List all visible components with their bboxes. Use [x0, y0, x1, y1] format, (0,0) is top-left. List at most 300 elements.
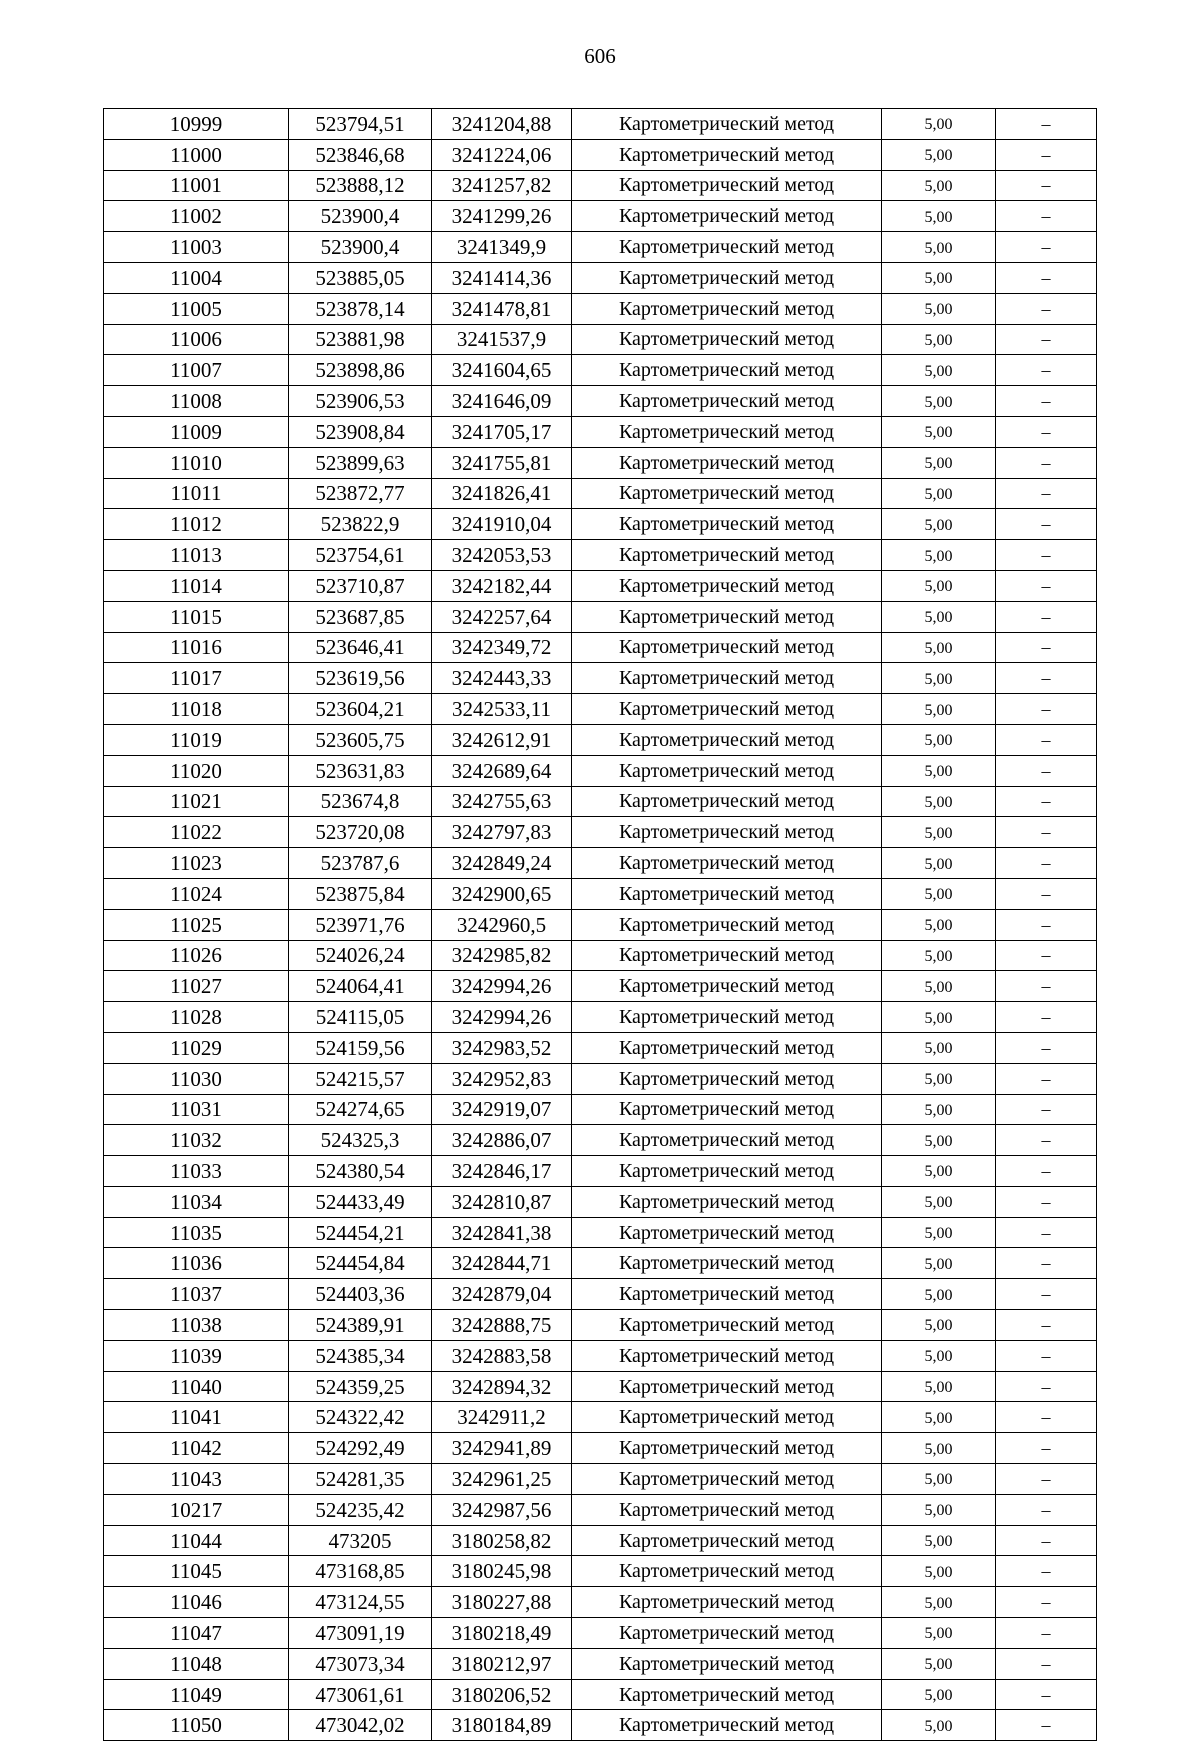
x-coordinate-cell: 523794,51 [289, 109, 432, 140]
method-cell: Картометрический метод [572, 478, 882, 509]
table-row [104, 909, 1097, 940]
accuracy-cell: 5,00 [882, 1618, 996, 1649]
y-coordinate-cell: 3242994,26 [432, 971, 572, 1002]
x-coordinate-cell: 524115,05 [289, 1002, 432, 1033]
x-coordinate-cell: 523878,14 [289, 293, 432, 324]
method-cell: Картометрический метод [572, 848, 882, 879]
point-number-cell: 11048 [104, 1648, 289, 1679]
y-coordinate-cell: 3241204,88 [432, 109, 572, 140]
y-coordinate-cell: 3241257,82 [432, 170, 572, 201]
method-cell: Картометрический метод [572, 1340, 882, 1371]
y-coordinate-cell: 3242755,63 [432, 786, 572, 817]
point-number-cell: 11007 [104, 355, 289, 386]
y-coordinate-cell: 3242053,53 [432, 540, 572, 571]
note-cell: – [996, 386, 1097, 417]
note-cell: – [996, 1525, 1097, 1556]
table-row [104, 940, 1097, 971]
point-number-cell: 11044 [104, 1525, 289, 1556]
note-cell: – [996, 262, 1097, 293]
method-cell: Картометрический метод [572, 724, 882, 755]
y-coordinate-cell: 3242994,26 [432, 1002, 572, 1033]
point-number-cell: 11008 [104, 386, 289, 417]
method-cell: Картометрический метод [572, 1679, 882, 1710]
accuracy-cell: 5,00 [882, 694, 996, 725]
method-cell: Картометрический метод [572, 1402, 882, 1433]
note-cell: – [996, 694, 1097, 725]
accuracy-cell: 5,00 [882, 1679, 996, 1710]
note-cell: – [996, 1494, 1097, 1525]
page-number: 606 [584, 44, 616, 68]
accuracy-cell: 5,00 [882, 1710, 996, 1741]
note-cell: – [996, 878, 1097, 909]
note-cell: – [996, 540, 1097, 571]
point-number-cell: 11004 [104, 262, 289, 293]
y-coordinate-cell: 3242443,33 [432, 663, 572, 694]
point-number-cell: 11003 [104, 232, 289, 263]
x-coordinate-cell: 523646,41 [289, 632, 432, 663]
x-coordinate-cell: 473073,34 [289, 1648, 432, 1679]
note-cell: – [996, 1402, 1097, 1433]
x-coordinate-cell: 524389,91 [289, 1310, 432, 1341]
x-coordinate-cell: 523906,53 [289, 386, 432, 417]
note-cell: – [996, 170, 1097, 201]
point-number-cell: 11022 [104, 817, 289, 848]
y-coordinate-cell: 3242797,83 [432, 817, 572, 848]
x-coordinate-cell: 523898,86 [289, 355, 432, 386]
accuracy-cell: 5,00 [882, 1433, 996, 1464]
note-cell: – [996, 1556, 1097, 1587]
point-number-cell: 11024 [104, 878, 289, 909]
point-number-cell: 11045 [104, 1556, 289, 1587]
y-coordinate-cell: 3180245,98 [432, 1556, 572, 1587]
x-coordinate-cell: 524274,65 [289, 1094, 432, 1125]
y-coordinate-cell: 3242987,56 [432, 1494, 572, 1525]
table-row [104, 1618, 1097, 1649]
table-row [104, 232, 1097, 263]
method-cell: Картометрический метод [572, 878, 882, 909]
table-row [104, 416, 1097, 447]
method-cell: Картометрический метод [572, 909, 882, 940]
method-cell: Картометрический метод [572, 1217, 882, 1248]
method-cell: Картометрический метод [572, 1310, 882, 1341]
method-cell: Картометрический метод [572, 1587, 882, 1618]
note-cell: – [996, 1618, 1097, 1649]
accuracy-cell: 5,00 [882, 940, 996, 971]
accuracy-cell: 5,00 [882, 1156, 996, 1187]
method-cell: Картометрический метод [572, 1710, 882, 1741]
accuracy-cell: 5,00 [882, 109, 996, 140]
note-cell: – [996, 1002, 1097, 1033]
note-cell: – [996, 786, 1097, 817]
accuracy-cell: 5,00 [882, 201, 996, 232]
accuracy-cell: 5,00 [882, 1310, 996, 1341]
x-coordinate-cell: 524454,84 [289, 1248, 432, 1279]
note-cell: – [996, 663, 1097, 694]
method-cell: Картометрический метод [572, 262, 882, 293]
note-cell: – [996, 1063, 1097, 1094]
note-cell: – [996, 447, 1097, 478]
y-coordinate-cell: 3180206,52 [432, 1679, 572, 1710]
method-cell: Картометрический метод [572, 1618, 882, 1649]
accuracy-cell: 5,00 [882, 848, 996, 879]
point-number-cell: 11046 [104, 1587, 289, 1618]
note-cell: – [996, 909, 1097, 940]
point-number-cell: 11013 [104, 540, 289, 571]
note-cell: – [996, 570, 1097, 601]
accuracy-cell: 5,00 [882, 724, 996, 755]
x-coordinate-cell: 524359,25 [289, 1371, 432, 1402]
x-coordinate-cell: 473091,19 [289, 1618, 432, 1649]
method-cell: Картометрический метод [572, 694, 882, 725]
note-cell: – [996, 1648, 1097, 1679]
accuracy-cell: 5,00 [882, 1587, 996, 1618]
method-cell: Картометрический метод [572, 786, 882, 817]
y-coordinate-cell: 3241349,9 [432, 232, 572, 263]
point-number-cell: 11012 [104, 509, 289, 540]
x-coordinate-cell: 524325,3 [289, 1125, 432, 1156]
accuracy-cell: 5,00 [882, 971, 996, 1002]
point-number-cell: 11020 [104, 755, 289, 786]
point-number-cell: 11040 [104, 1371, 289, 1402]
y-coordinate-cell: 3242841,38 [432, 1217, 572, 1248]
y-coordinate-cell: 3241478,81 [432, 293, 572, 324]
x-coordinate-cell: 524026,24 [289, 940, 432, 971]
accuracy-cell: 5,00 [882, 1063, 996, 1094]
note-cell: – [996, 1464, 1097, 1495]
x-coordinate-cell: 523604,21 [289, 694, 432, 725]
y-coordinate-cell: 3242888,75 [432, 1310, 572, 1341]
accuracy-cell: 5,00 [882, 1464, 996, 1495]
table-row [104, 1217, 1097, 1248]
point-number-cell: 11014 [104, 570, 289, 601]
note-cell: – [996, 201, 1097, 232]
accuracy-cell: 5,00 [882, 1494, 996, 1525]
point-number-cell: 11049 [104, 1679, 289, 1710]
accuracy-cell: 5,00 [882, 355, 996, 386]
accuracy-cell: 5,00 [882, 1217, 996, 1248]
method-cell: Картометрический метод [572, 1032, 882, 1063]
method-cell: Картометрический метод [572, 663, 882, 694]
x-coordinate-cell: 473124,55 [289, 1587, 432, 1618]
method-cell: Картометрический метод [572, 1494, 882, 1525]
point-number-cell: 11043 [104, 1464, 289, 1495]
y-coordinate-cell: 3242983,52 [432, 1032, 572, 1063]
note-cell: – [996, 1679, 1097, 1710]
note-cell: – [996, 848, 1097, 879]
table-row [104, 170, 1097, 201]
accuracy-cell: 5,00 [882, 324, 996, 355]
accuracy-cell: 5,00 [882, 170, 996, 201]
note-cell: – [996, 1587, 1097, 1618]
table-row [104, 386, 1097, 417]
method-cell: Картометрический метод [572, 447, 882, 478]
method-cell: Картометрический метод [572, 1279, 882, 1310]
x-coordinate-cell: 523787,6 [289, 848, 432, 879]
table-row [104, 1433, 1097, 1464]
table-row [104, 1063, 1097, 1094]
y-coordinate-cell: 3242846,17 [432, 1156, 572, 1187]
x-coordinate-cell: 524159,56 [289, 1032, 432, 1063]
point-number-cell: 11018 [104, 694, 289, 725]
y-coordinate-cell: 3242257,64 [432, 601, 572, 632]
y-coordinate-cell: 3180227,88 [432, 1587, 572, 1618]
y-coordinate-cell: 3242985,82 [432, 940, 572, 971]
x-coordinate-cell: 523822,9 [289, 509, 432, 540]
note-cell: – [996, 1217, 1097, 1248]
x-coordinate-cell: 523710,87 [289, 570, 432, 601]
method-cell: Картометрический метод [572, 1248, 882, 1279]
note-cell: – [996, 1310, 1097, 1341]
method-cell: Картометрический метод [572, 1648, 882, 1679]
table-row [104, 1156, 1097, 1187]
note-cell: – [996, 1125, 1097, 1156]
note-cell: – [996, 1279, 1097, 1310]
note-cell: – [996, 724, 1097, 755]
point-number-cell: 11002 [104, 201, 289, 232]
table-row [104, 447, 1097, 478]
x-coordinate-cell: 473061,61 [289, 1679, 432, 1710]
y-coordinate-cell: 3241537,9 [432, 324, 572, 355]
point-number-cell: 11023 [104, 848, 289, 879]
note-cell: – [996, 1340, 1097, 1371]
coordinates-table [103, 108, 1097, 1741]
table-row [104, 324, 1097, 355]
x-coordinate-cell: 523674,8 [289, 786, 432, 817]
y-coordinate-cell: 3241414,36 [432, 262, 572, 293]
accuracy-cell: 5,00 [882, 786, 996, 817]
table-row [104, 694, 1097, 725]
x-coordinate-cell: 524281,35 [289, 1464, 432, 1495]
method-cell: Картометрический метод [572, 540, 882, 571]
table-row [104, 570, 1097, 601]
y-coordinate-cell: 3180212,97 [432, 1648, 572, 1679]
y-coordinate-cell: 3242612,91 [432, 724, 572, 755]
point-number-cell: 11000 [104, 139, 289, 170]
method-cell: Картометрический метод [572, 109, 882, 140]
note-cell: – [996, 971, 1097, 1002]
method-cell: Картометрический метод [572, 293, 882, 324]
accuracy-cell: 5,00 [882, 139, 996, 170]
point-number-cell: 11015 [104, 601, 289, 632]
y-coordinate-cell: 3242883,58 [432, 1340, 572, 1371]
point-number-cell: 11025 [104, 909, 289, 940]
x-coordinate-cell: 523872,77 [289, 478, 432, 509]
point-number-cell: 11050 [104, 1710, 289, 1741]
y-coordinate-cell: 3180218,49 [432, 1618, 572, 1649]
method-cell: Картометрический метод [572, 1556, 882, 1587]
accuracy-cell: 5,00 [882, 540, 996, 571]
x-coordinate-cell: 523875,84 [289, 878, 432, 909]
note-cell: – [996, 355, 1097, 386]
table-row [104, 139, 1097, 170]
method-cell: Картометрический метод [572, 1371, 882, 1402]
y-coordinate-cell: 3241224,06 [432, 139, 572, 170]
method-cell: Картометрический метод [572, 971, 882, 1002]
accuracy-cell: 5,00 [882, 878, 996, 909]
table-row [104, 1186, 1097, 1217]
y-coordinate-cell: 3242844,71 [432, 1248, 572, 1279]
note-cell: – [996, 940, 1097, 971]
x-coordinate-cell: 523631,83 [289, 755, 432, 786]
y-coordinate-cell: 3242886,07 [432, 1125, 572, 1156]
method-cell: Картометрический метод [572, 1002, 882, 1033]
note-cell: – [996, 1433, 1097, 1464]
point-number-cell: 11009 [104, 416, 289, 447]
method-cell: Картометрический метод [572, 509, 882, 540]
method-cell: Картометрический метод [572, 1433, 882, 1464]
point-number-cell: 11041 [104, 1402, 289, 1433]
y-coordinate-cell: 3242182,44 [432, 570, 572, 601]
x-coordinate-cell: 523900,4 [289, 201, 432, 232]
method-cell: Картометрический метод [572, 817, 882, 848]
table-row [104, 724, 1097, 755]
note-cell: – [996, 416, 1097, 447]
x-coordinate-cell: 473205 [289, 1525, 432, 1556]
table-row [104, 1648, 1097, 1679]
table-row [104, 1679, 1097, 1710]
y-coordinate-cell: 3242533,11 [432, 694, 572, 725]
accuracy-cell: 5,00 [882, 1094, 996, 1125]
method-cell: Картометрический метод [572, 232, 882, 263]
method-cell: Картометрический метод [572, 1094, 882, 1125]
accuracy-cell: 5,00 [882, 632, 996, 663]
note-cell: – [996, 1371, 1097, 1402]
note-cell: – [996, 601, 1097, 632]
x-coordinate-cell: 473042,02 [289, 1710, 432, 1741]
accuracy-cell: 5,00 [882, 416, 996, 447]
y-coordinate-cell: 3241299,26 [432, 201, 572, 232]
table-row [104, 971, 1097, 1002]
point-number-cell: 11006 [104, 324, 289, 355]
x-coordinate-cell: 524322,42 [289, 1402, 432, 1433]
method-cell: Картометрический метод [572, 570, 882, 601]
note-cell: – [996, 478, 1097, 509]
method-cell: Картометрический метод [572, 170, 882, 201]
accuracy-cell: 5,00 [882, 447, 996, 478]
accuracy-cell: 5,00 [882, 817, 996, 848]
table-row [104, 1710, 1097, 1741]
table-row [104, 1464, 1097, 1495]
point-number-cell: 11027 [104, 971, 289, 1002]
accuracy-cell: 5,00 [882, 601, 996, 632]
y-coordinate-cell: 3242960,5 [432, 909, 572, 940]
note-cell: – [996, 324, 1097, 355]
note-cell: – [996, 232, 1097, 263]
accuracy-cell: 5,00 [882, 1648, 996, 1679]
accuracy-cell: 5,00 [882, 478, 996, 509]
accuracy-cell: 5,00 [882, 1032, 996, 1063]
x-coordinate-cell: 523971,76 [289, 909, 432, 940]
point-number-cell: 11005 [104, 293, 289, 324]
table-row [104, 540, 1097, 571]
point-number-cell: 11039 [104, 1340, 289, 1371]
x-coordinate-cell: 523687,85 [289, 601, 432, 632]
method-cell: Картометрический метод [572, 632, 882, 663]
x-coordinate-cell: 523885,05 [289, 262, 432, 293]
accuracy-cell: 5,00 [882, 1186, 996, 1217]
y-coordinate-cell: 3241910,04 [432, 509, 572, 540]
note-cell: – [996, 109, 1097, 140]
accuracy-cell: 5,00 [882, 386, 996, 417]
point-number-cell: 11017 [104, 663, 289, 694]
x-coordinate-cell: 524292,49 [289, 1433, 432, 1464]
method-cell: Картометрический метод [572, 416, 882, 447]
x-coordinate-cell: 523720,08 [289, 817, 432, 848]
accuracy-cell: 5,00 [882, 663, 996, 694]
table-row [104, 878, 1097, 909]
accuracy-cell: 5,00 [882, 1279, 996, 1310]
point-number-cell: 11031 [104, 1094, 289, 1125]
note-cell: – [996, 1710, 1097, 1741]
table-row [104, 848, 1097, 879]
table-row [104, 632, 1097, 663]
table-row [104, 1556, 1097, 1587]
note-cell: – [996, 139, 1097, 170]
accuracy-cell: 5,00 [882, 262, 996, 293]
table-row [104, 478, 1097, 509]
point-number-cell: 11021 [104, 786, 289, 817]
point-number-cell: 11047 [104, 1618, 289, 1649]
accuracy-cell: 5,00 [882, 1125, 996, 1156]
method-cell: Картометрический метод [572, 1156, 882, 1187]
x-coordinate-cell: 524433,49 [289, 1186, 432, 1217]
table-row [104, 109, 1097, 140]
table-row [104, 1094, 1097, 1125]
table-row [104, 601, 1097, 632]
x-coordinate-cell: 523846,68 [289, 139, 432, 170]
y-coordinate-cell: 3242810,87 [432, 1186, 572, 1217]
y-coordinate-cell: 3242952,83 [432, 1063, 572, 1094]
point-number-cell: 11029 [104, 1032, 289, 1063]
y-coordinate-cell: 3242961,25 [432, 1464, 572, 1495]
note-cell: – [996, 509, 1097, 540]
x-coordinate-cell: 523908,84 [289, 416, 432, 447]
y-coordinate-cell: 3180258,82 [432, 1525, 572, 1556]
x-coordinate-cell: 523605,75 [289, 724, 432, 755]
method-cell: Картометрический метод [572, 139, 882, 170]
point-number-cell: 11037 [104, 1279, 289, 1310]
y-coordinate-cell: 3242919,07 [432, 1094, 572, 1125]
x-coordinate-cell: 524064,41 [289, 971, 432, 1002]
accuracy-cell: 5,00 [882, 1340, 996, 1371]
table-row [104, 1279, 1097, 1310]
table-row [104, 1340, 1097, 1371]
note-cell: – [996, 1032, 1097, 1063]
accuracy-cell: 5,00 [882, 570, 996, 601]
y-coordinate-cell: 3242849,24 [432, 848, 572, 879]
y-coordinate-cell: 3180184,89 [432, 1710, 572, 1741]
table-row [104, 817, 1097, 848]
accuracy-cell: 5,00 [882, 1371, 996, 1402]
point-number-cell: 11026 [104, 940, 289, 971]
table-row [104, 201, 1097, 232]
table-row [104, 1125, 1097, 1156]
y-coordinate-cell: 3241646,09 [432, 386, 572, 417]
table-row [104, 755, 1097, 786]
note-cell: – [996, 755, 1097, 786]
table-row [104, 1525, 1097, 1556]
note-cell: – [996, 293, 1097, 324]
y-coordinate-cell: 3242879,04 [432, 1279, 572, 1310]
method-cell: Картометрический метод [572, 201, 882, 232]
table-row [104, 786, 1097, 817]
note-cell: – [996, 817, 1097, 848]
y-coordinate-cell: 3242900,65 [432, 878, 572, 909]
accuracy-cell: 5,00 [882, 509, 996, 540]
x-coordinate-cell: 523881,98 [289, 324, 432, 355]
accuracy-cell: 5,00 [882, 909, 996, 940]
note-cell: – [996, 1248, 1097, 1279]
